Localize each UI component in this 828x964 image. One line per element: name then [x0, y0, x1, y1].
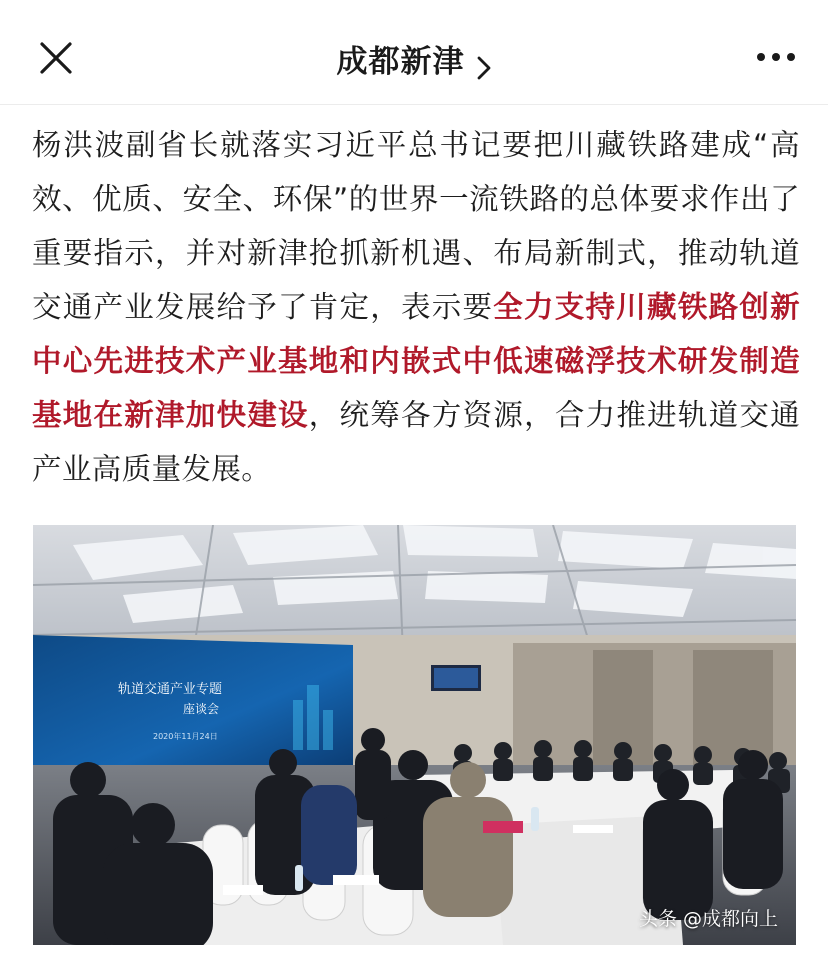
watermark-text: 头条 @成都向上 — [638, 908, 778, 930]
meeting-photo-illustration — [33, 525, 796, 945]
more-icon — [754, 42, 798, 72]
more-options-button[interactable] — [754, 42, 798, 72]
article-photo[interactable] — [33, 525, 796, 945]
article-text-after: ，统筹各方资源，合力推进轨道交通产业高质量发展。 — [32, 398, 800, 486]
account-title-link[interactable] — [0, 36, 828, 82]
page-title: 成都新津 — [336, 44, 465, 80]
screen-date-text: 2020年11月24日 — [153, 732, 218, 741]
screen-subtitle-text: 座谈会 — [183, 702, 220, 716]
screen-title-text: 轨道交通产业专题 — [118, 682, 223, 697]
article-paragraph — [32, 118, 800, 496]
article-text-before: 杨洪波副省长就落实习近平总书记要把川藏铁路建成“高效、优质、安全、环保”的世界一流铁路的总体要求作出了重要指示，并对新津抢抓新机遇、布局新制式，推动轨道交通产业发展给予了肯定，表示要 — [32, 128, 800, 324]
top-navigation-bar — [0, 0, 828, 105]
bottom-spacer — [0, 945, 828, 964]
article-text-highlight: 全力支持川藏铁路创新中心先进技术产业基地和内嵌式中低速磁浮技术研发制造基地在新津加快建设 — [32, 290, 800, 432]
chevron-right-icon — [476, 54, 492, 82]
